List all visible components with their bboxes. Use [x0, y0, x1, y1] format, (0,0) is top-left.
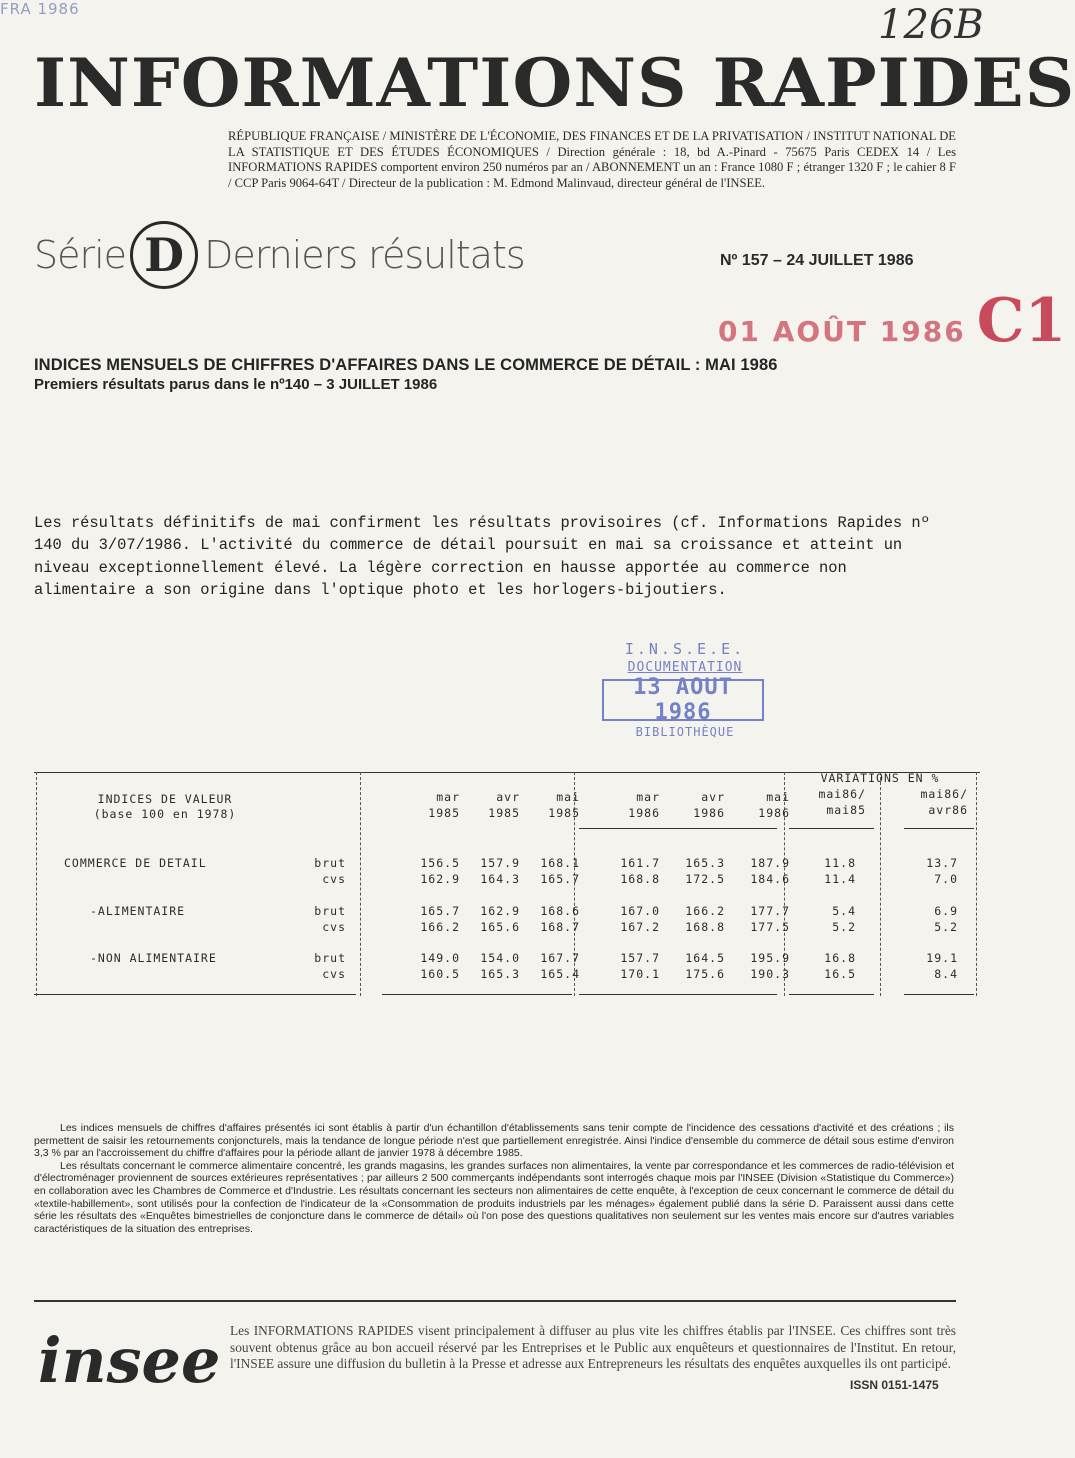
table-row-type: brut [314, 856, 346, 870]
table-stub-header: INDICES DE VALEUR [97, 792, 233, 806]
table-row-type: cvs [322, 872, 346, 886]
library-stamp-date: 13 AOUT 1986 [602, 679, 764, 721]
table-bottom-rule-var1 [789, 994, 874, 995]
table-row-label: -NON ALIMENTAIRE [90, 951, 217, 965]
column-header-year: 1985 [428, 806, 460, 820]
table-cell-variation: 5.2 [934, 920, 958, 934]
table-cell-value: 167.0 [620, 904, 660, 918]
received-stamp [718, 286, 1066, 356]
library-stamp-org: I.N.S.E.E. [624, 640, 746, 658]
table-cell-variation: 16.8 [824, 951, 856, 965]
variations-header: VARIATIONS EN % [820, 771, 940, 785]
intro-paragraph: Les résultats définitifs de mai confirment les résultats provisoires (cf. Informations Rapides nº 140 du 3/07/1986. L'activité du commerce de détail poursuit en mai sa croissance et atteint un niveau exceptionnellement élevé. La légère correction en hausse apportée au commerce non alimentaire a son origine dans l'optique photo et les horlogers-bijoutiers. [34, 514, 940, 600]
table-cell-variation: 16.5 [824, 967, 856, 981]
footer-rule [34, 1300, 956, 1302]
table-cell-value: 165.4 [540, 967, 580, 981]
series-prefix: Série [34, 233, 127, 277]
table-cell-variation: 5.2 [832, 920, 856, 934]
column-header-year: 1985 [488, 806, 520, 820]
table-cell-value: 168.6 [540, 904, 580, 918]
table-row-label: -ALIMENTAIRE [90, 904, 186, 918]
column-header-month: mai [556, 790, 580, 804]
table-cell-variation: 7.0 [934, 872, 958, 886]
table-bottom-rule-1986 [579, 994, 777, 995]
table-cell-value: 160.5 [420, 967, 460, 981]
methodology-note: Les résultats concernant le commerce alimentaire concentré, les grands magasins, les grandes surfaces non alimentaires, la vente par correspondance et les commerces de radio-télévision et d'électroménager proviennent de sources extérieures représentatives ; par ailleurs 2 500 commerçants indépendants sont interrogés chaque mois par l'INSEE (Division «Statistique du Commerce») en collaboration avec les Chambres de Commerce et d'Industrie. Les résultats concernant les secteurs non alimentaires de cette enquête, à l'exception de ceux concernant le commerce de détail du «textile-habillement», sont utilisés pour la confection de l'indicateur de la «Consommation de produits industriels par les ménages» également publié dans la série D. Paraissent aussi dans cette série les résultats des «Enquêtes bimestrielles de conjoncture dans le commerce de détail» où l'on pose des questions qualitatives non seulement sur les ventes mais encore sur d'autres variables caractéristiques de la situation des entreprises. [34, 1159, 954, 1235]
table-cell-value: 184.6 [750, 872, 790, 886]
table-cell-value: 166.2 [420, 920, 460, 934]
table-cell-value: 177.7 [750, 904, 790, 918]
article-title: INDICES MENSUELS DE CHIFFRES D'AFFAIRES DANS LE COMMERCE DE DÉTAIL : MAI 1986 [34, 356, 778, 374]
article-subtitle: Premiers résultats parus dans le nº140 – 3 JUILLET 1986 [34, 376, 438, 393]
table-cell-value: 170.1 [620, 967, 660, 981]
variation-header-top: mai86/ [920, 787, 968, 801]
table-cell-variation: 13.7 [926, 856, 958, 870]
table-cell-value: 156.5 [420, 856, 460, 870]
publisher-info: RÉPUBLIQUE FRANÇAISE / MINISTÈRE DE L'ÉCONOMIE, DES FINANCES ET DE LA PRIVATISATION / INSTITUT NATIONAL DE LA STATISTIQUE ET DES ÉTUDES ÉCONOMIQUES / Direction générale : 18, bd A.-Pinard - 75675 Paris CEDEX 14 / Les INFORMATIONS RAPIDES comportent environ 250 numéros par an / ABONNEMENT un an : France 1080 F ; étranger 1320 F ; le cahier 8 F / CCP Paris 9064-64T / Directeur de la publication : M. Edmond Malinvaud, directeur général de l'INSEE. [228, 129, 956, 191]
table-row-type: brut [314, 951, 346, 965]
table-cell-value: 177.5 [750, 920, 790, 934]
table-cell-variation: 11.4 [824, 872, 856, 886]
insee-logo-text: insee [38, 1324, 221, 1397]
methodology-notes [34, 1122, 954, 1235]
table-cell-variation: 6.9 [934, 904, 958, 918]
table-cell-variation: 11.8 [824, 856, 856, 870]
footer-text: Les INFORMATIONS RAPIDES visent principalement à diffuser au plus vite les chiffres établis par l'INSEE. Ces chiffres sont très souvent obtenus grâce au bon accueil réservé par les Entreprises et le Public aux enquêteurs et questionnaires de l'Institut. En retour, l'INSEE assure une diffusion du bulletin à la Presse et adresse aux Entrepreneurs les résultats des enquêtes auxquelles ils ont participé. [230, 1323, 956, 1372]
table-cell-value: 149.0 [420, 951, 460, 965]
table-cell-value: 166.2 [685, 904, 725, 918]
column-header-month: avr [496, 790, 520, 804]
table-cell-value: 165.6 [480, 920, 520, 934]
article-heading [34, 356, 944, 393]
table-cell-value: 168.8 [620, 872, 660, 886]
table-bottom-rule-1985 [382, 994, 572, 995]
issn: ISSN 0151-1475 [850, 1378, 939, 1392]
table-cell-value: 167.2 [620, 920, 660, 934]
masthead-title: INFORMATIONS RAPIDES [34, 44, 1075, 122]
insee-logo [36, 1324, 221, 1397]
table-cell-value: 165.7 [420, 904, 460, 918]
table-bottom-rule-var2 [904, 994, 974, 995]
table-row-type: cvs [322, 967, 346, 981]
column-header-year: 1985 [548, 806, 580, 820]
table-cell-value: 165.3 [480, 967, 520, 981]
handwritten-annotation-top-left: FRA 1986 [0, 0, 80, 18]
table-col-separator [976, 772, 977, 996]
series-banner [34, 222, 525, 288]
table-cell-value: 157.7 [620, 951, 660, 965]
column-header-year: 1986 [693, 806, 725, 820]
column-header-month: mar [636, 790, 660, 804]
series-letter-badge: D [130, 221, 198, 289]
variation-header-bottom: mai85 [826, 803, 866, 817]
table-cell-value: 187.9 [750, 856, 790, 870]
table-header-rule-var1 [789, 828, 874, 829]
column-header-month: mar [436, 790, 460, 804]
table-cell-value: 172.5 [685, 872, 725, 886]
table-row-type: cvs [322, 920, 346, 934]
classification-code: C1 [976, 286, 1067, 356]
column-header-month: avr [701, 790, 725, 804]
methodology-note: Les indices mensuels de chiffres d'affaires présentés ici sont établis à partir d'un échantillon d'établissements sans tenir compte de l'incidence des cessations d'activité et des créations ; ils permettent de saisir les retournements conjoncturels, mais la tendance de longue période n'est que partiellement enregistrée. Ainsi l'indice d'ensemble du commerce de détail sous estime d'environ 3,3 % par an l'accroissement du chiffre d'affaires pour la période allant de janvier 1978 à décembre 1985. [34, 1122, 954, 1160]
indices-table [34, 768, 980, 1000]
table-header-rule-1986 [579, 828, 777, 829]
column-header-month: mai [766, 790, 790, 804]
table-cell-value: 195.9 [750, 951, 790, 965]
table-col-separator [360, 772, 361, 996]
library-stamp [600, 640, 770, 739]
table-col-separator [36, 772, 37, 996]
series-name: Derniers résultats [204, 233, 525, 277]
table-bottom-rule-stub [34, 994, 356, 995]
table-cell-value: 162.9 [480, 904, 520, 918]
table-cell-variation: 8.4 [934, 967, 958, 981]
table-cell-value: 175.6 [685, 967, 725, 981]
table-cell-value: 167.7 [540, 951, 580, 965]
table-cell-value: 164.5 [685, 951, 725, 965]
issue-number: Nº 157 – 24 JUILLET 1986 [720, 252, 914, 269]
table-col-separator [880, 772, 881, 996]
library-stamp-dept: DOCUMENTATION [627, 660, 743, 675]
table-cell-value: 164.3 [480, 872, 520, 886]
table-cell-value: 165.7 [540, 872, 580, 886]
variation-header-bottom: avr86 [928, 803, 968, 817]
variation-header-top: mai86/ [818, 787, 866, 801]
table-cell-value: 162.9 [420, 872, 460, 886]
table-cell-value: 157.9 [480, 856, 520, 870]
handwritten-annotation-top-right: 126B [878, 2, 984, 48]
table-cell-value: 161.7 [620, 856, 660, 870]
table-header-rule-var2 [904, 828, 974, 829]
column-header-year: 1986 [628, 806, 660, 820]
table-cell-variation: 5.4 [832, 904, 856, 918]
table-cell-value: 168.7 [540, 920, 580, 934]
table-cell-value: 154.0 [480, 951, 520, 965]
table-cell-value: 190.3 [750, 967, 790, 981]
table-cell-value: 168.1 [540, 856, 580, 870]
column-header-year: 1986 [758, 806, 790, 820]
received-stamp-date: 01 AOÛT 1986 [718, 315, 966, 348]
table-row-label: COMMERCE DE DETAIL [64, 856, 207, 870]
table-cell-value: 168.8 [685, 920, 725, 934]
table-cell-value: 165.3 [685, 856, 725, 870]
library-stamp-footer: BIBLIOTHÈQUE [635, 725, 735, 739]
table-cell-variation: 19.1 [926, 951, 958, 965]
table-stub-subheader: (base 100 en 1978) [93, 807, 237, 821]
table-row-type: brut [314, 904, 346, 918]
